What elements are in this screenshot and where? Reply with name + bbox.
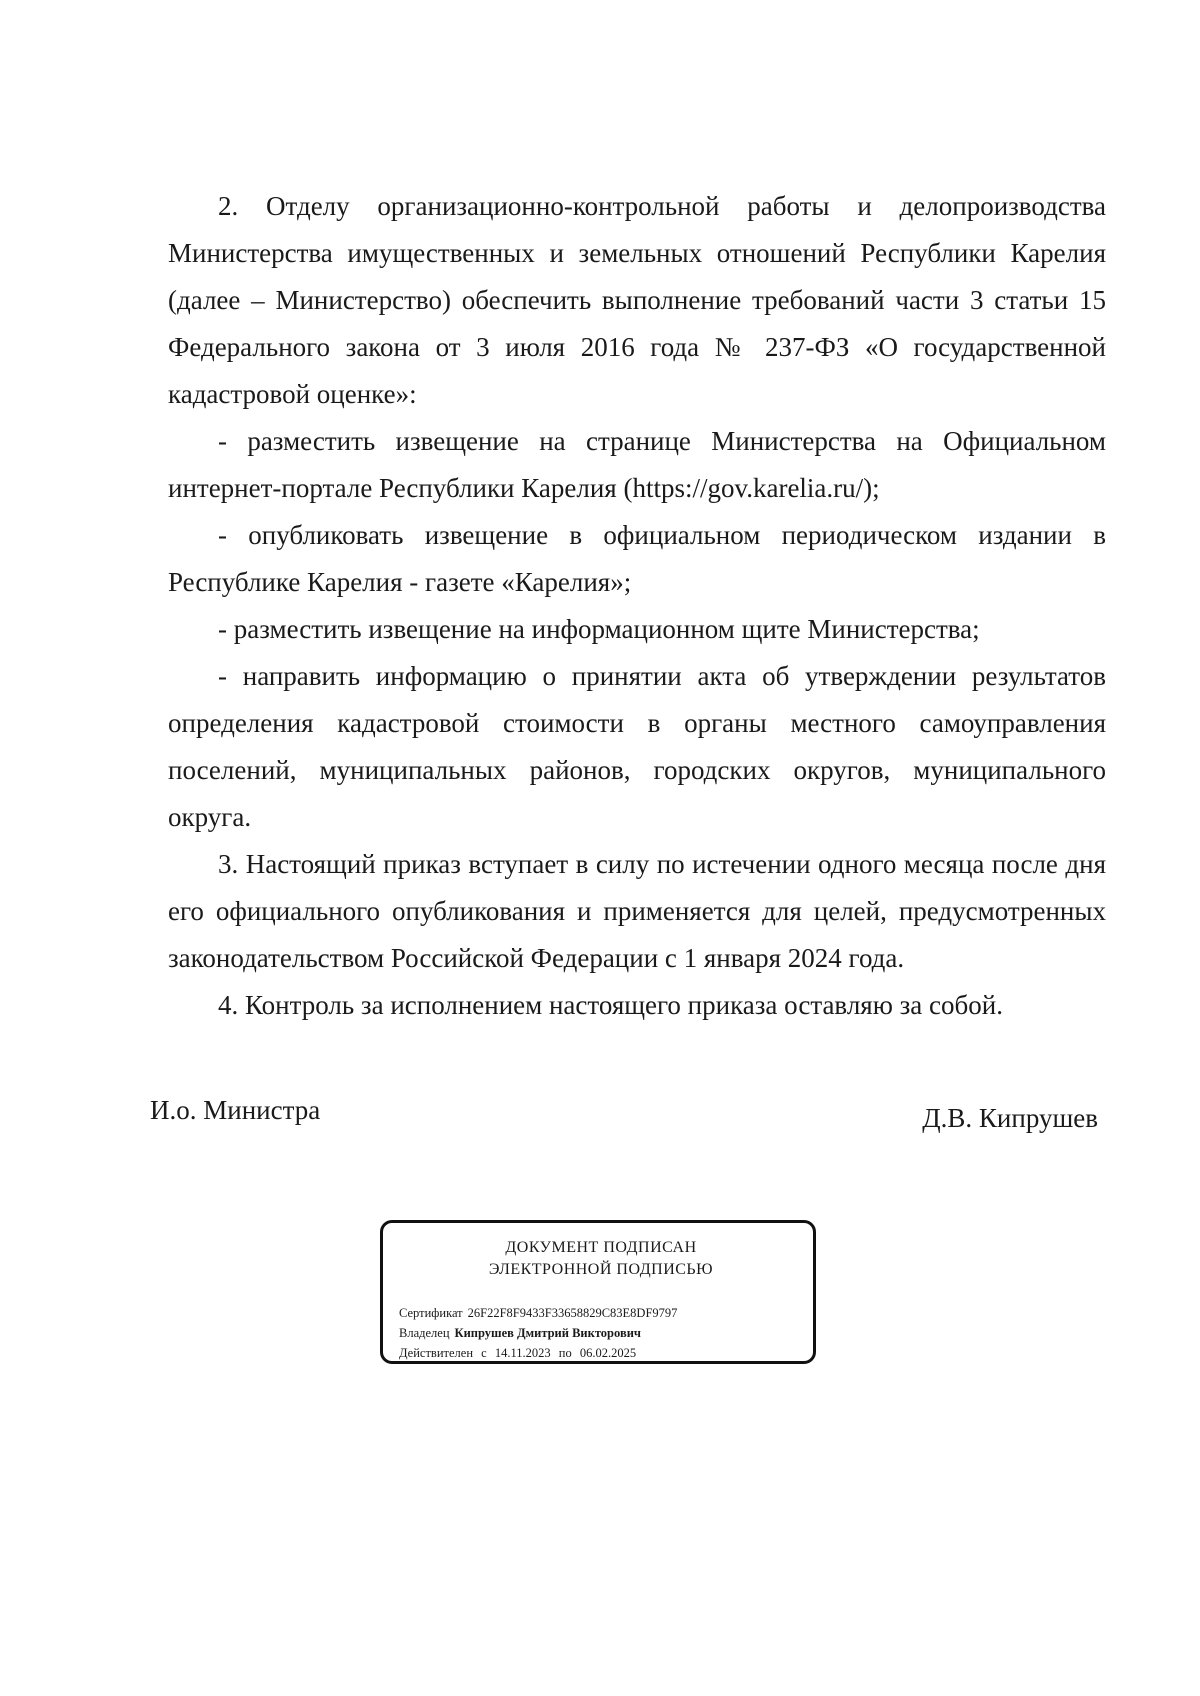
stamp-owner-value: Кипрушев Дмитрий Викторович: [454, 1326, 641, 1340]
stamp-title: [383, 1237, 819, 1281]
paragraph-bullet-local-authorities: - направить информацию о принятии акта об утверждении результатов определения кадастровой стоимости в органы местного самоуправления поселений, муниципальных районов, городских округов, муниципального округа.: [168, 661, 1106, 832]
stamp-valid-to: 06.02.2025: [579, 1346, 637, 1360]
paragraph-item-3: 3. Настоящий приказ вступает в силу по истечении одного месяца после дня его официального опубликования и применяется для целей, предусмотренных законодательством Российской Федерации с 1 января 2024 года.: [168, 849, 1106, 973]
signature-block: [150, 1095, 1098, 1145]
stamp-valid-from-prefix: с: [481, 1346, 487, 1360]
stamp-owner-label: Владелец: [399, 1326, 450, 1340]
paragraph-bullet-portal: - разместить извещение на странице Министерства на Официальном интернет-портале Республики Карелия (https://gov.karelia.ru/);: [168, 426, 1106, 503]
stamp-title-line-1: ДОКУМЕНТ ПОДПИСАН: [505, 1239, 697, 1256]
signatory-name: Д.В. Кипрушев: [922, 1103, 1098, 1133]
stamp-valid-label: Действителен: [399, 1346, 474, 1360]
electronic-signature-stamp: [380, 1220, 816, 1364]
paragraph-item-4: 4. Контроль за исполнением настоящего приказа оставляю за собой.: [218, 990, 1003, 1020]
stamp-valid-to-prefix: по: [558, 1346, 572, 1360]
document-body: [168, 183, 1106, 1029]
stamp-owner-line: [399, 1323, 677, 1343]
stamp-validity-line: [399, 1343, 677, 1363]
stamp-details: [399, 1303, 677, 1363]
stamp-certificate-value: 26F22F8F9433F33658829C83E8DF9797: [467, 1306, 678, 1320]
paragraph-bullet-newspaper: - опубликовать извещение в официальном периодическом издании в Республике Карелия - газете «Карелия»;: [168, 520, 1106, 597]
stamp-valid-from: 14.11.2023: [494, 1346, 551, 1360]
stamp-title-line-2: ЭЛЕКТРОННОЙ ПОДПИСЬЮ: [488, 1261, 714, 1278]
paragraph-item-2: 2. Отделу организационно-контрольной работы и делопроизводства Министерства имущественных и земельных отношений Республики Карелия (далее – Министерство) обеспечить выполнение требований части 3 статьи 15 Федерального закона от 3 июля 2016 года № 237-ФЗ «О государственной кадастровой оценке»:: [168, 191, 1106, 409]
paragraph-bullet-board: - разместить извещение на информационном щите Министерства;: [218, 614, 980, 644]
stamp-certificate-label: Сертификат: [399, 1306, 463, 1320]
stamp-certificate-line: [399, 1303, 677, 1323]
signatory-role: И.о. Министра: [150, 1095, 321, 1125]
